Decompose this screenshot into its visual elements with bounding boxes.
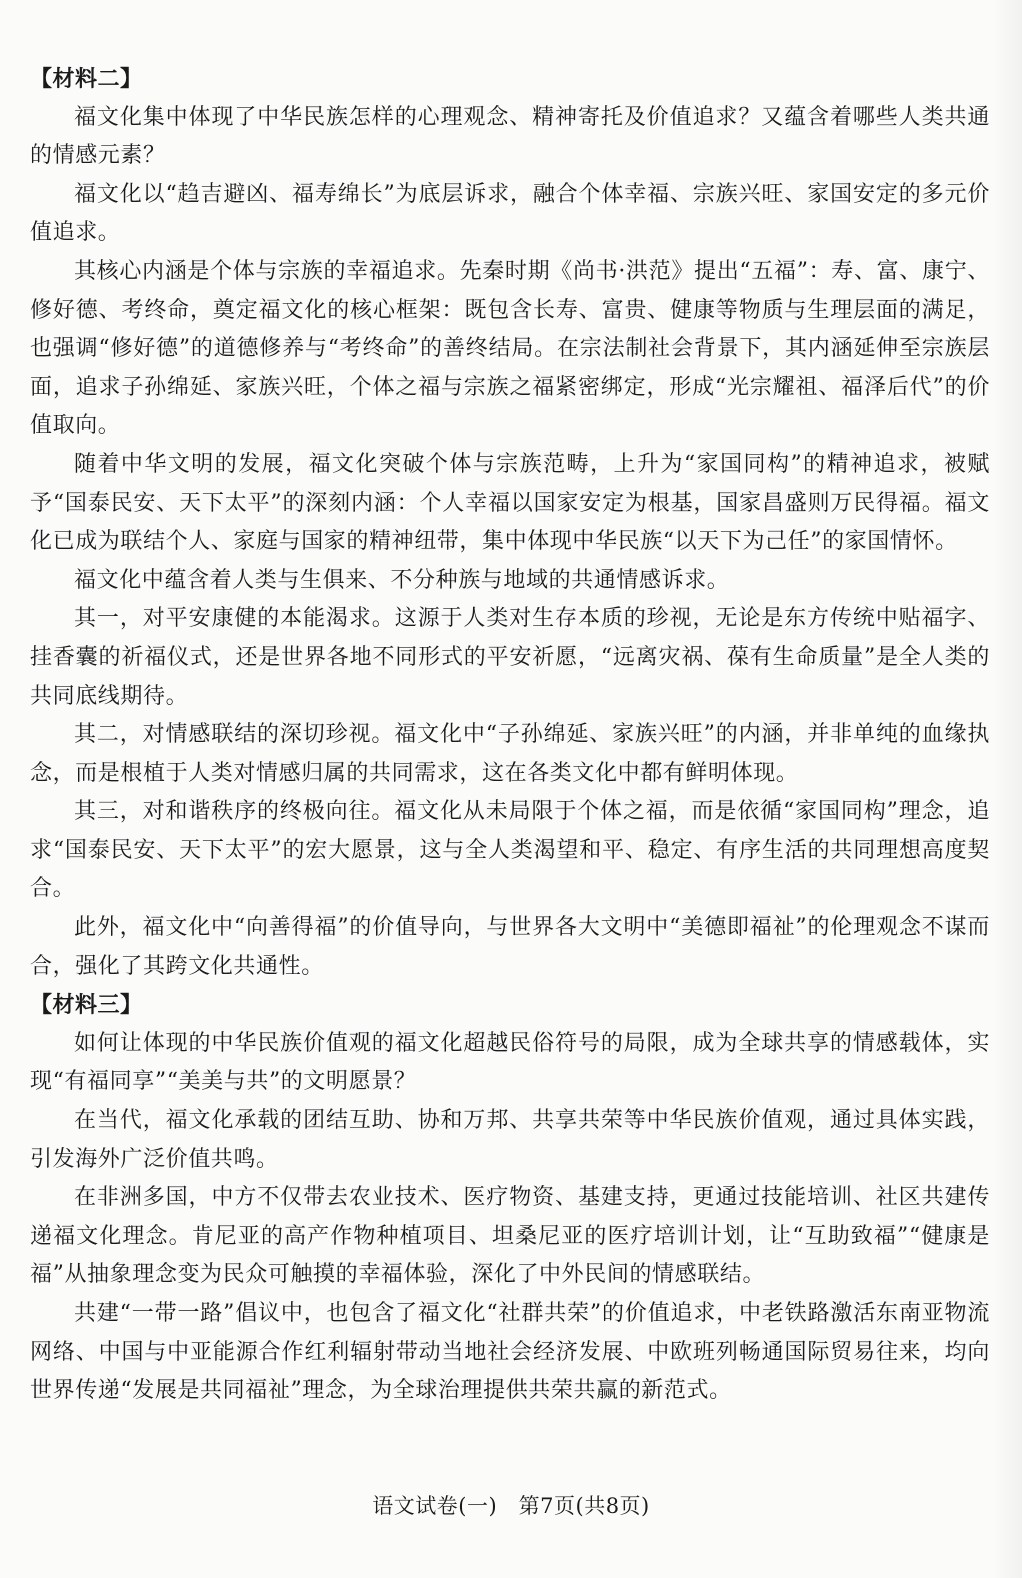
page-edge-shadow — [992, 0, 1022, 1578]
paragraph: 福文化集中体现了中华民族怎样的心理观念、精神寄托及价值追求？又蕴含着哪些人类共通的情感元素？ — [30, 104, 990, 169]
material-2-section — [30, 60, 990, 986]
material-3-label: 【材料三】 — [30, 992, 143, 1019]
paragraph: 其二，对情感联结的深切珍视。福文化中“子孙绵延、家族兴旺”的内涵，并非单纯的血缘执念，而是根植于人类对情感归属的共同需求，这在各类文化中都有鲜明体现。 — [30, 722, 990, 786]
paragraph: 福文化中蕴含着人类与生俱来、不分种族与地域的共通情感诉求。 — [74, 567, 730, 593]
paragraph: 如何让体现的中华民族价值观的福文化超越民俗符号的局限，成为全球共享的情感载体，实现“有福同享”“美美与共”的文明愿景？ — [30, 1030, 990, 1095]
paragraph: 在非洲多国，中方不仅带去农业技术、医疗物资、基建支持，更通过技能培训、社区共建传递福文化理念。肯尼亚的高产作物种植项目、坦桑尼亚的医疗培训计划，让“互助致福”“健康是福”从抽象理念变为民众可触摸的幸福体验，深化了中外民间的情感联结。 — [30, 1185, 990, 1288]
material-3-section — [30, 986, 990, 1411]
paragraph: 其三，对和谐秩序的终极向往。福文化从未局限于个体之福，而是依循“家国同构”理念，追求“国泰民安、天下太平”的宏大愿景，这与全人类渴望和平、稳定、有序生活的共同理想高度契合。 — [30, 799, 990, 902]
paragraph: 在当代，福文化承载的团结互助、协和万邦、共享共荣等中华民族价值观，通过具体实践，引发海外广泛价值共鸣。 — [30, 1108, 990, 1172]
page-footer: 语文试卷(一) 第7页(共8页) — [372, 1494, 650, 1518]
paragraph: 共建“一带一路”倡议中，也包含了福文化“社群共荣”的价值追求，中老铁路激活东南亚物流网络、中国与中亚能源合作红利辐射带动当地社会经济发展、中欧班列畅通国际贸易往来，均向世界传递“发展是共同福祉”理念，为全球治理提供共荣共赢的新范式。 — [30, 1301, 990, 1404]
paragraph: 其核心内涵是个体与宗族的幸福追求。先秦时期《尚书·洪范》提出“五福”：寿、富、康宁、修好德、考终命，奠定福文化的核心框架：既包含长寿、富贵、健康等物质与生理层面的满足，也强调“修好德”的道德修养与“考终命”的善终结局。在宗法制社会背景下，其内涵延伸至宗族层面，追求子孙绵延、家族兴旺，个体之福与宗族之福紧密绑定，形成“光宗耀祖、福泽后代”的价值取向。 — [30, 258, 990, 439]
page-content — [30, 60, 990, 1411]
paragraph: 其一，对平安康健的本能渴求。这源于人类对生存本质的珍视，无论是东方传统中贴福字、挂香囊的祈福仪式，还是世界各地不同形式的平安祈愿，“远离灾祸、葆有生命质量”是全人类的共同底线期待。 — [30, 606, 990, 709]
paragraph: 福文化以“趋吉避凶、福寿绵长”为底层诉求，融合个体幸福、宗族兴旺、家国安定的多元价值追求。 — [30, 181, 990, 246]
material-2-label: 【材料二】 — [30, 66, 143, 92]
paragraph: 此外，福文化中“向善得福”的价值导向，与世界各大文明中“美德即福祉”的伦理观念不谋而合，强化了其跨文化共通性。 — [30, 915, 990, 979]
paragraph: 随着中华文明的发展，福文化突破个体与宗族范畴，上升为“家国同构”的精神追求，被赋予“国泰民安、天下太平”的深刻内涵：个人幸福以国家安定为根基，国家昌盛则万民得福。福文化已成为联结个人、家庭与国家的精神纽带，集中体现中华民族“以天下为己任”的家国情怀。 — [30, 451, 990, 555]
